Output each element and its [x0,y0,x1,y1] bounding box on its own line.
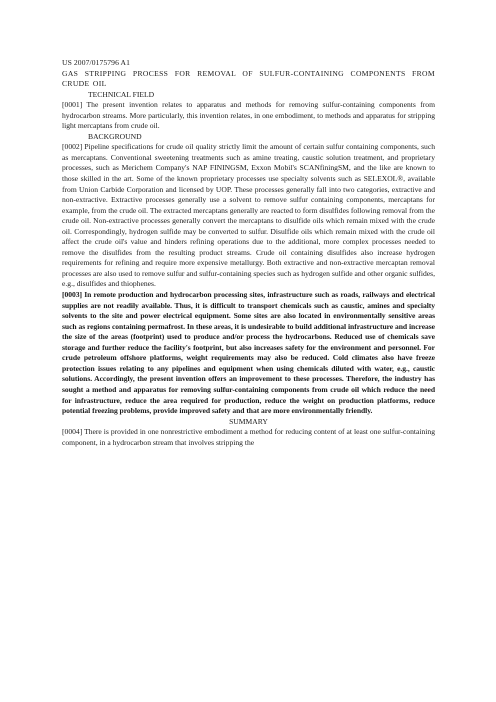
paragraph-0002: [0002] Pipeline specifications for crude oil quality strictly limit the amount of certain sulfur containing components, such as mercaptans. Conventional sweetening treatments such as amine treating, caustic solution treatment, and proprietary processes, such as Merichem Company's NAP FININGSM, Exxon Mobil's SCANfiningSM, and the like are known to those skilled in the art. Some of the known proprietary processes use specialty solvents such as SELEXOL®, available from Union Carbide Corporation and licensed by UOP. These processes generally fall into two categories, extractive and non-extractive. Extractive processes generally use a solvent to remove sulfur containing components, mercaptans for example, from the crude oil. The extracted mercaptans generally are reacted to form disulfides following removal from the crude oil. Non-extractive processes generally convert the mercaptans to disulfide oils which remain mixed with the crude oil. Correspondingly, hydrogen sulfide may be converted to sulfur. Disulfide oils which remain mixed with the crude oil affect the crude oil's value and hinders refining operations due to the additional, more complex processes needed to remove the disulfides from the resulting product streams. Crude oil containing disulfides also increase hydrogen requirements for refining and require more expensive metallurgy. Both extractive and non-extractive mercaptan removal processes are also used to remove sulfur and sulfur-containing species such as hydrogen sulfide and other organic sulfides, e.g., disulfides and thiophenes. [62,142,435,289]
background-heading: BACKGROUND [88,131,142,141]
paragraph-0001: [0001] The present invention relates to apparatus and methods for removing sulfur-containing components from hydrocarbon streams. More particularly, this invention relates, in one embodiment, to methods and apparatus for stripping light mercaptans from crude oil. [62,100,435,131]
technical-field-heading: TECHNICAL FIELD [88,89,155,99]
publication-number: US 2007/0175796 A1 [62,58,131,67]
paragraph-0003: [0003] In remote production and hydrocarbon processing sites, infrastructure such as roads, railways and electrical supplies are not readily available. Thus, it is difficult to transport chemicals such as caustic, amines and specialty solvents to the site and power electrical equipment. Some sites are also located in environmentally sensitive areas such as regions containing permafrost. In these areas, it is undesirable to build additional infrastructure and increase the size of the areas (footprint) used to produce and/or process the hydrocarbons. Reduced use of chemicals save storage and further reduce the facility's footprint, but also increases safety for the environment and personnel. For crude petroleum offshore platforms, weight requirements may also be reduced. Cold climates also have freeze protection issues relating to any pipelines and equipment when using chemicals diluted with water, e.g., caustic solutions. Accordingly, the present invention offers an improvement to these processes. Therefore, the industry has sought a method and apparatus for removing sulfur-containing components from crude oil which reduce the need for infrastructure, reduce the area required for production, reduce the weight on production platforms, reduce potential freezing problems, provide improved safety and that are more environmentally friendly. [62,290,435,416]
document-title: GAS STRIPPING PROCESS FOR REMOVAL OF SULFUR-CONTAINING COMPONENTS FROM CRUDE OIL [62,68,435,89]
patent-page [62,58,435,448]
summary-heading: SUMMARY [229,416,268,426]
paragraph-0004: [0004] There is provided in one nonrestrictive embodiment a method for reducing content of at least one sulfur-containing component, in a hydrocarbon stream that involves stripping the [62,427,435,447]
